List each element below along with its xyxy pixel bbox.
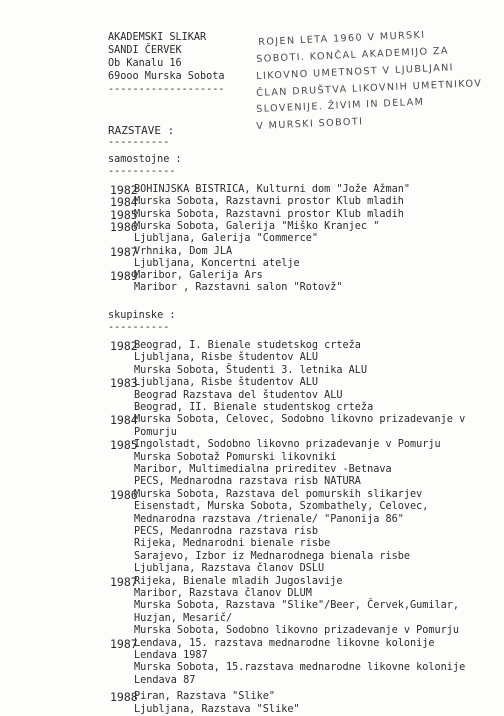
exhibition-year: 1986	[110, 219, 138, 234]
handwritten-line: SLOVENIJE. ŽIVIM IN DELAM	[256, 96, 425, 115]
exhibition-year: 1983	[110, 376, 138, 391]
exhibition-year: 1985	[110, 438, 138, 453]
handwritten-line: ČLAN DRUŠTVA LIKOVNIH UMETNIKOV	[256, 78, 483, 99]
exhibition-year: 1985	[110, 207, 138, 222]
exhibition-entry: Lendava, 15. razstava mednarodne likovne kolonije	[134, 637, 435, 649]
exhibition-entry: Murska Sobota, Galerija "Miško Kranjec "	[134, 220, 380, 232]
header-name: SANDI ČERVEK	[108, 45, 182, 56]
exhibition-entry: Beograd, I. Bienale studetskog crteža	[134, 340, 361, 351]
exhibition-entry: Maribor , Razstavni salon "Rotovž"	[134, 282, 343, 294]
exhibition-entry: Piran, Razstava "Slike"	[134, 691, 276, 703]
exhibition-entry: Lendava 87	[134, 674, 196, 686]
handwritten-line: SOBOTI. KONČAL AKADEMIJO ZA	[256, 45, 450, 65]
exhibition-entry: BOHINJSKA BISTRICA, Kulturni dom "Jože Ažman"	[134, 184, 411, 195]
exhibition-entry: Vrhnika, Dom JLA	[134, 245, 233, 257]
group-title: skupinske :	[108, 310, 176, 321]
exhibition-entry: Ljubljana, Galerija "Commerce"	[134, 233, 319, 245]
exhibition-entry: Ingolstadt, Sodobno likovno prizadevanje v Pomurju	[134, 439, 441, 451]
exhibition-year: 1987	[110, 574, 138, 589]
exhibition-entry: Sarajevo, Izbor iz Mednarodnega bienala risbe	[134, 550, 411, 562]
exhibition-entry: Murska Sobota, Študenti 3. letnika ALU	[134, 364, 368, 376]
exhibition-entry: Murska Sobota, Razstava "Slike"/Beer, Červek,Gumilar,	[134, 600, 460, 612]
exhibition-year: 1984	[110, 413, 138, 428]
exhibition-entry: Murska Sobota, 15.razstava mednarodne likovne kolonije	[134, 662, 466, 674]
group-rule: ----------	[108, 322, 170, 333]
exhibition-entry: Huzjan, Mesarič/	[134, 612, 233, 624]
exhibition-entry: Maribor, Razstava članov DLUM	[134, 588, 312, 599]
exhibition-entry: Murska Sobota, Razstava del pomurskih slikarjev	[134, 488, 423, 500]
exhibition-entry: Eisenstadt, Murska Sobota, Szombathely, Celovec,	[134, 501, 429, 513]
exhibition-entry: Ljubljana, Risbe študentov ALU	[134, 377, 319, 389]
exhibition-entry: Mednarodna razstava /trienale/ "Panonija 86"	[134, 513, 404, 525]
exhibition-year: 1987	[110, 636, 138, 651]
exhibition-entry: Ljubljana, Koncertni atelje	[134, 257, 300, 269]
exhibition-entry: Murska Sobota, Razstavni prostor Klub mladih	[134, 196, 404, 208]
exhibition-year: 1986	[110, 487, 138, 502]
exhibition-entry: Murska Sobota, Razstavni prostor Klub mladih	[134, 208, 404, 220]
exhibition-entry: Beograd, II. Bienale studentskog crteža	[134, 402, 374, 413]
solo-rule: -----------	[108, 166, 176, 177]
exhibition-entry: Murska Sobota, Sodobno likovno prizadevanje v Pomurju	[134, 625, 460, 637]
exhibition-year: 1988	[110, 690, 138, 705]
section-title: RAZSTAVE :	[108, 124, 175, 137]
exhibition-entry: Ljubljana, Razstava "Slike"	[134, 703, 300, 715]
exhibition-year: 1989	[110, 269, 138, 284]
section-rule: ----------	[108, 137, 170, 148]
exhibition-year: 1984	[110, 195, 138, 210]
header-street: Ob Kanalu 16	[108, 58, 182, 69]
exhibition-entry: Murska Sobota, Celovec, Sodobno likovno prizadevanje v	[134, 414, 466, 426]
handwritten-line: LIKOVNO UMETNOST V LJUBLJANI	[256, 62, 455, 82]
exhibition-entry: Ljubljana, Risbe študentov ALU	[134, 352, 319, 364]
header-city: 69ooo Murska Sobota	[108, 71, 225, 82]
exhibition-entry: Murska Sobotaž Pomurski likovniki	[134, 451, 337, 463]
exhibition-year: 1987	[110, 244, 138, 259]
exhibition-entry: Maribor, Galerija Ars	[134, 270, 263, 282]
exhibition-year: 1982	[110, 183, 138, 197]
exhibition-entry: Rijeka, Mednarodni bienale risbe	[134, 538, 331, 550]
exhibition-entry: Beograd Razstava del študentov ALU	[134, 389, 343, 401]
exhibition-entry: Lendava 1987	[134, 650, 208, 661]
solo-title: samostojne :	[108, 154, 182, 165]
handwritten-line: V MURSKI SOBOTI	[256, 116, 364, 132]
exhibition-entry: PECS, Mednarodna razstava risb NATURA	[134, 476, 361, 488]
exhibition-year: 1982	[110, 339, 138, 353]
exhibition-entry: Rijeka, Bienale mladih Jugoslavije	[134, 575, 343, 587]
exhibition-entry: Pomurju	[134, 426, 177, 438]
header-title: AKADEMSKI SLIKAR	[108, 32, 207, 43]
exhibition-entry: Ljubljana, Razstava članov DSLU	[134, 563, 325, 575]
handwritten-line: ROJEN LETA 1960 V MURSKI	[258, 29, 426, 48]
exhibition-entry: Maribor, Multimedialna prireditev -Betnava	[134, 464, 392, 475]
header-rule: -------------------	[108, 84, 225, 95]
exhibition-entry: PECS, Medanrodna razstava risb	[134, 526, 319, 537]
